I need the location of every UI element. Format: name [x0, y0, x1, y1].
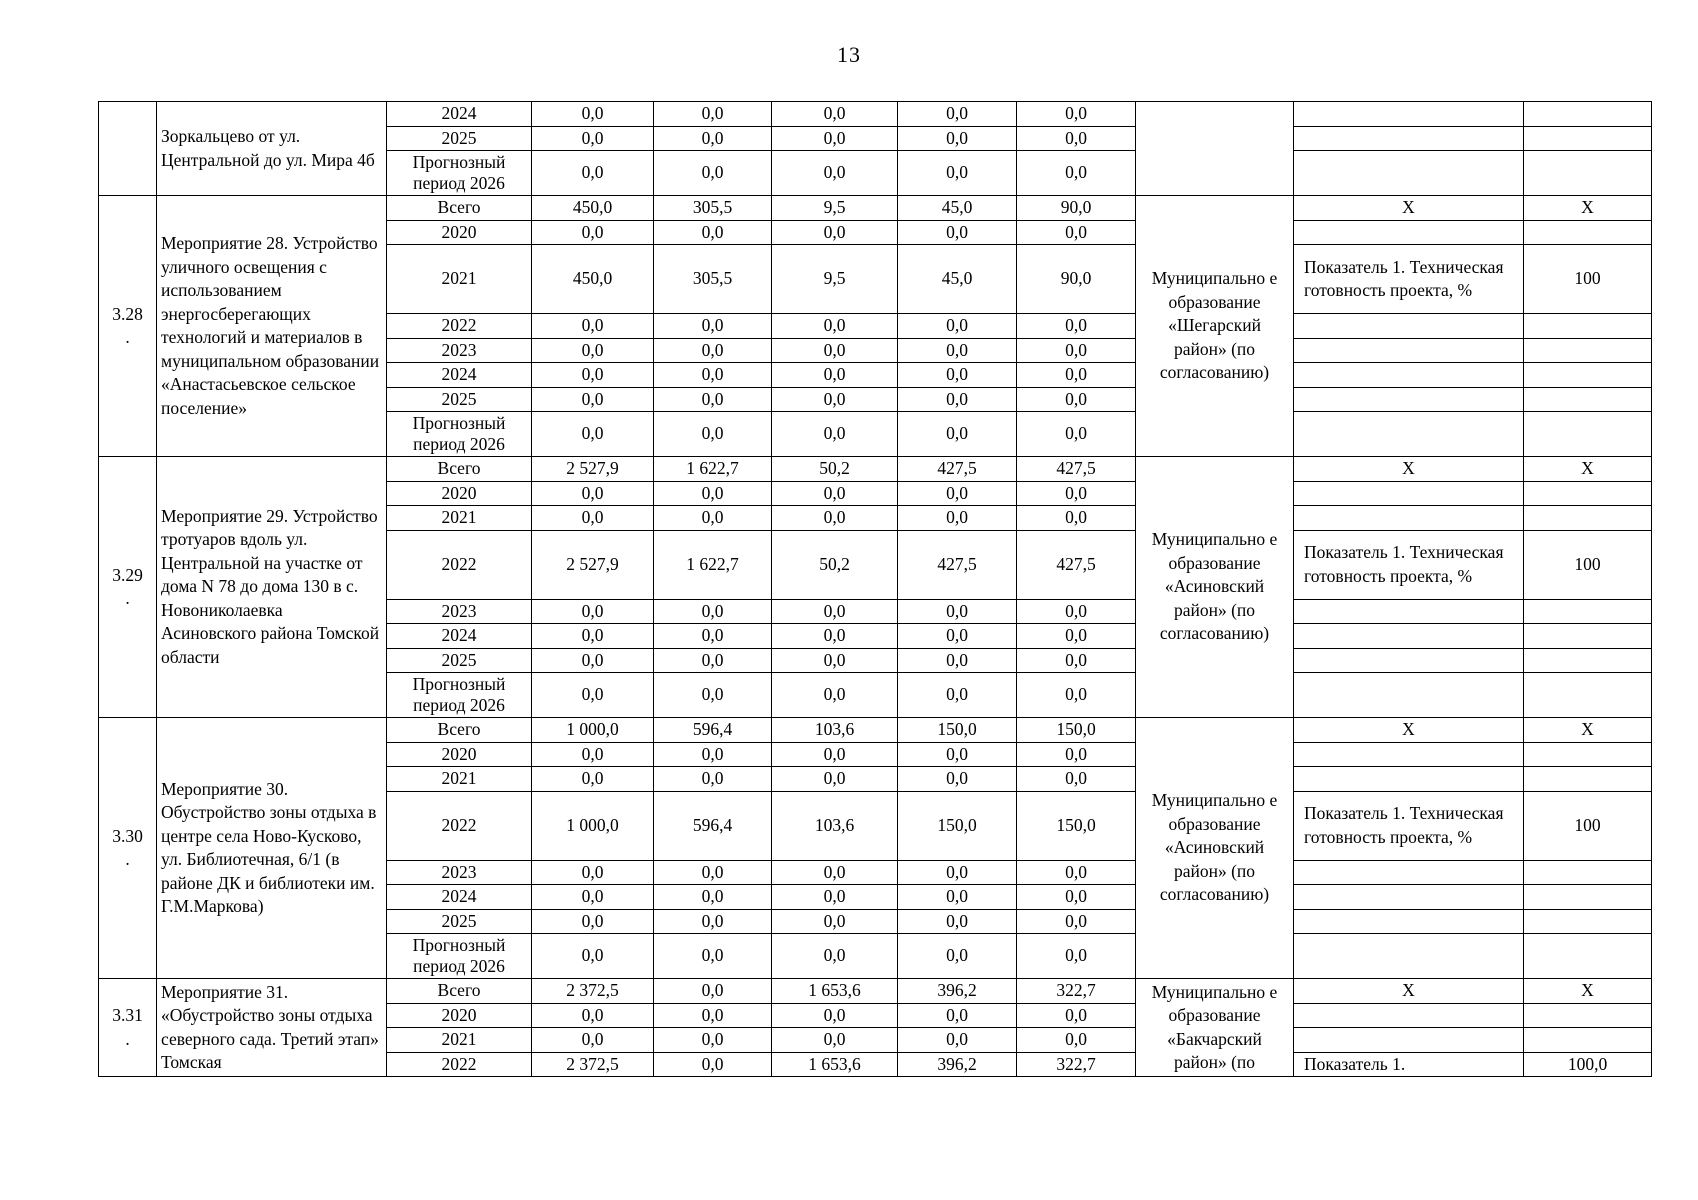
federal-value: 0,0	[654, 481, 772, 506]
local-value: 427,5	[898, 457, 1017, 482]
target-value-cell	[1524, 934, 1652, 979]
other-value: 150,0	[1017, 718, 1136, 743]
year-cell: 2025	[387, 909, 532, 934]
other-value: 0,0	[1017, 387, 1136, 412]
federal-value: 0,0	[654, 412, 772, 457]
total-value: 0,0	[532, 673, 654, 718]
item-name: Мероприятие 28. Устройство уличного освещения с использованием энергосберегающих технологий и материалов в муниципальном образовании «Анастасьевское сельское поселение»	[157, 196, 387, 457]
indicator-cell	[1294, 909, 1524, 934]
other-value: 427,5	[1017, 530, 1136, 599]
indicator-cell	[1294, 742, 1524, 767]
item-name: Мероприятие 30. Обустройство зоны отдыха в центре села Ново-Кусково, ул. Библиотечная, 6/1 (в районе ДК и библиотеки им. Г.М.Маркова)	[157, 718, 387, 979]
regional-value: 0,0	[772, 599, 898, 624]
target-value-cell	[1524, 506, 1652, 531]
total-value: 0,0	[532, 767, 654, 792]
year-cell: 2022	[387, 314, 532, 339]
indicator-cell	[1294, 673, 1524, 718]
other-value: 0,0	[1017, 314, 1136, 339]
indicator-cell	[1294, 934, 1524, 979]
federal-value: 0,0	[654, 885, 772, 910]
other-value: 90,0	[1017, 196, 1136, 221]
other-value: 0,0	[1017, 506, 1136, 531]
federal-value: 0,0	[654, 673, 772, 718]
local-value: 0,0	[898, 624, 1017, 649]
federal-value: 0,0	[654, 624, 772, 649]
executor-cell: Муниципально е образование «Бакчарский район» (по	[1136, 979, 1294, 1077]
target-value-cell	[1524, 387, 1652, 412]
other-value: 0,0	[1017, 624, 1136, 649]
total-value: 0,0	[532, 1003, 654, 1028]
indicator-cell	[1294, 1003, 1524, 1028]
local-value: 150,0	[898, 718, 1017, 743]
indicator-cell	[1294, 506, 1524, 531]
regional-value: 0,0	[772, 860, 898, 885]
executor-cell: Муниципально е образование «Асиновский район» (по согласованию)	[1136, 718, 1294, 979]
target-value-cell: 100	[1524, 791, 1652, 860]
other-value: 0,0	[1017, 885, 1136, 910]
federal-value: 0,0	[654, 742, 772, 767]
year-cell: 2025	[387, 126, 532, 151]
regional-value: 0,0	[772, 151, 898, 196]
executor-cell	[1136, 102, 1294, 196]
local-value: 0,0	[898, 1028, 1017, 1053]
local-value: 0,0	[898, 363, 1017, 388]
federal-value: 0,0	[654, 909, 772, 934]
federal-value: 0,0	[654, 599, 772, 624]
year-cell: 2024	[387, 363, 532, 388]
indicator-cell	[1294, 599, 1524, 624]
total-value: 0,0	[532, 624, 654, 649]
indicator-cell	[1294, 387, 1524, 412]
target-value-cell	[1524, 860, 1652, 885]
other-value: 0,0	[1017, 363, 1136, 388]
year-cell: 2021	[387, 506, 532, 531]
federal-value: 0,0	[654, 1003, 772, 1028]
total-value: 0,0	[532, 387, 654, 412]
local-value: 45,0	[898, 196, 1017, 221]
year-cell: 2023	[387, 599, 532, 624]
federal-value: 0,0	[654, 387, 772, 412]
federal-value: 0,0	[654, 1028, 772, 1053]
target-value-cell: Х	[1524, 457, 1652, 482]
target-value-cell	[1524, 1003, 1652, 1028]
indicator-cell	[1294, 314, 1524, 339]
total-value: 0,0	[532, 506, 654, 531]
regional-value: 0,0	[772, 338, 898, 363]
table-row	[99, 457, 1652, 482]
regional-value: 9,5	[772, 196, 898, 221]
table-body	[99, 102, 1652, 1077]
regional-value: 0,0	[772, 624, 898, 649]
federal-value: 0,0	[654, 314, 772, 339]
local-value: 0,0	[898, 151, 1017, 196]
total-value: 0,0	[532, 126, 654, 151]
target-value-cell: 100,0	[1524, 1052, 1652, 1077]
regional-value: 50,2	[772, 530, 898, 599]
other-value: 0,0	[1017, 126, 1136, 151]
target-value-cell	[1524, 363, 1652, 388]
regional-value: 103,6	[772, 718, 898, 743]
regional-value: 0,0	[772, 363, 898, 388]
indicator-cell	[1294, 860, 1524, 885]
indicator-cell: Показатель 1. Техническая готовность проекта, %	[1294, 791, 1524, 860]
indicator-cell	[1294, 481, 1524, 506]
year-cell: 2022	[387, 1052, 532, 1077]
regional-value: 0,0	[772, 767, 898, 792]
item-name: Мероприятие 29. Устройство тротуаров вдоль ул. Центральной на участке от дома N 78 до дома 130 в с. Новониколаевка Асиновского района Томской области	[157, 457, 387, 718]
federal-value: 0,0	[654, 363, 772, 388]
total-value: 0,0	[532, 885, 654, 910]
indicator-cell	[1294, 126, 1524, 151]
other-value: 0,0	[1017, 1003, 1136, 1028]
target-value-cell	[1524, 412, 1652, 457]
indicator-cell	[1294, 363, 1524, 388]
other-value: 427,5	[1017, 457, 1136, 482]
local-value: 0,0	[898, 220, 1017, 245]
local-value: 0,0	[898, 481, 1017, 506]
item-number-suffix: .	[125, 327, 130, 347]
total-value: 2 372,5	[532, 1052, 654, 1077]
indicator-cell	[1294, 412, 1524, 457]
item-number: 3.28	[112, 303, 143, 324]
local-value: 45,0	[898, 245, 1017, 314]
target-value-cell	[1524, 481, 1652, 506]
total-value: 450,0	[532, 196, 654, 221]
other-value: 0,0	[1017, 412, 1136, 457]
other-value: 322,7	[1017, 979, 1136, 1004]
local-value: 0,0	[898, 506, 1017, 531]
indicator-cell: Х	[1294, 718, 1524, 743]
other-value: 0,0	[1017, 338, 1136, 363]
item-number-cell	[99, 718, 157, 979]
indicator-cell	[1294, 220, 1524, 245]
total-value: 2 372,5	[532, 979, 654, 1004]
table-row	[99, 718, 1652, 743]
regional-value: 0,0	[772, 909, 898, 934]
regional-value: 0,0	[772, 1003, 898, 1028]
regional-value: 0,0	[772, 314, 898, 339]
local-value: 427,5	[898, 530, 1017, 599]
year-cell: 2023	[387, 338, 532, 363]
total-value: 1 000,0	[532, 718, 654, 743]
year-cell: 2020	[387, 220, 532, 245]
local-value: 0,0	[898, 909, 1017, 934]
local-value: 150,0	[898, 791, 1017, 860]
table-row	[99, 196, 1652, 221]
local-value: 0,0	[898, 673, 1017, 718]
regional-value: 0,0	[772, 126, 898, 151]
year-cell: Всего	[387, 718, 532, 743]
regional-value: 0,0	[772, 102, 898, 127]
federal-value: 0,0	[654, 126, 772, 151]
local-value: 0,0	[898, 412, 1017, 457]
regional-value: 0,0	[772, 412, 898, 457]
regional-value: 0,0	[772, 742, 898, 767]
target-value-cell: Х	[1524, 979, 1652, 1004]
target-value-cell	[1524, 599, 1652, 624]
other-value: 0,0	[1017, 1028, 1136, 1053]
year-cell: 2024	[387, 102, 532, 127]
year-cell: Всего	[387, 457, 532, 482]
regional-value: 0,0	[772, 885, 898, 910]
total-value: 0,0	[532, 102, 654, 127]
item-number-cell	[99, 196, 157, 457]
other-value: 0,0	[1017, 860, 1136, 885]
indicator-cell: Показатель 1. Техническая готовность проекта, %	[1294, 530, 1524, 599]
local-value: 0,0	[898, 767, 1017, 792]
year-cell: 2021	[387, 767, 532, 792]
regional-value: 0,0	[772, 220, 898, 245]
total-value: 0,0	[532, 648, 654, 673]
federal-value: 0,0	[654, 934, 772, 979]
indicator-cell	[1294, 648, 1524, 673]
local-value: 0,0	[898, 885, 1017, 910]
other-value: 0,0	[1017, 909, 1136, 934]
other-value: 0,0	[1017, 742, 1136, 767]
local-value: 0,0	[898, 126, 1017, 151]
total-value: 2 527,9	[532, 457, 654, 482]
other-value: 0,0	[1017, 599, 1136, 624]
federal-value: 1 622,7	[654, 457, 772, 482]
target-value-cell	[1524, 885, 1652, 910]
other-value: 0,0	[1017, 481, 1136, 506]
item-number-suffix: .	[125, 588, 130, 608]
regional-value: 9,5	[772, 245, 898, 314]
item-name: Мероприятие 31. «Обустройство зоны отдыха северного сада. Третий этап» Томская	[157, 979, 387, 1077]
other-value: 0,0	[1017, 220, 1136, 245]
year-cell: Прогнозный период 2026	[387, 673, 532, 718]
other-value: 0,0	[1017, 151, 1136, 196]
federal-value: 305,5	[654, 245, 772, 314]
total-value: 0,0	[532, 860, 654, 885]
regional-value: 1 653,6	[772, 979, 898, 1004]
target-value-cell	[1524, 220, 1652, 245]
local-value: 0,0	[898, 742, 1017, 767]
item-number: 3.30	[112, 825, 143, 846]
indicator-cell	[1294, 767, 1524, 792]
indicator-cell	[1294, 151, 1524, 196]
local-value: 0,0	[898, 338, 1017, 363]
target-value-cell: 100	[1524, 530, 1652, 599]
executor-cell: Муниципально е образование «Шегарский район» (по согласованию)	[1136, 196, 1294, 457]
indicator-cell	[1294, 102, 1524, 127]
regional-value: 0,0	[772, 481, 898, 506]
year-cell: 2022	[387, 791, 532, 860]
year-cell: 2020	[387, 742, 532, 767]
indicator-cell	[1294, 1028, 1524, 1053]
total-value: 0,0	[532, 934, 654, 979]
year-cell: Всего	[387, 196, 532, 221]
year-cell: 2020	[387, 1003, 532, 1028]
regional-value: 103,6	[772, 791, 898, 860]
indicator-cell: Х	[1294, 457, 1524, 482]
year-cell: 2023	[387, 860, 532, 885]
target-value-cell	[1524, 909, 1652, 934]
other-value: 0,0	[1017, 673, 1136, 718]
target-value-cell	[1524, 767, 1652, 792]
other-value: 0,0	[1017, 767, 1136, 792]
indicator-cell	[1294, 624, 1524, 649]
year-cell: 2021	[387, 1028, 532, 1053]
year-cell: 2022	[387, 530, 532, 599]
year-cell: Прогнозный период 2026	[387, 151, 532, 196]
regional-value: 0,0	[772, 648, 898, 673]
local-value: 0,0	[898, 1003, 1017, 1028]
federal-value: 0,0	[654, 648, 772, 673]
target-value-cell	[1524, 102, 1652, 127]
item-name: Зоркальцево от ул. Центральной до ул. Мира 4б	[157, 102, 387, 196]
federal-value: 0,0	[654, 338, 772, 363]
other-value: 0,0	[1017, 648, 1136, 673]
other-value: 322,7	[1017, 1052, 1136, 1077]
item-number-suffix: .	[125, 1028, 130, 1049]
total-value: 1 000,0	[532, 791, 654, 860]
federal-value: 596,4	[654, 718, 772, 743]
total-value: 0,0	[532, 338, 654, 363]
total-value: 0,0	[532, 314, 654, 339]
item-number: 3.29	[112, 564, 143, 585]
target-value-cell: Х	[1524, 718, 1652, 743]
executor-cell: Муниципально е образование «Асиновский район» (по согласованию)	[1136, 457, 1294, 718]
indicator-cell: Показатель 1. Техническая готовность проекта, %	[1294, 245, 1524, 314]
year-cell: 2025	[387, 387, 532, 412]
federal-value: 0,0	[654, 979, 772, 1004]
year-cell: 2024	[387, 885, 532, 910]
target-value-cell	[1524, 624, 1652, 649]
target-value-cell	[1524, 648, 1652, 673]
item-number-cell	[99, 979, 157, 1077]
total-value: 0,0	[532, 599, 654, 624]
page-number: 13	[837, 42, 861, 67]
target-value-cell	[1524, 338, 1652, 363]
target-value-cell	[1524, 151, 1652, 196]
total-value: 0,0	[532, 742, 654, 767]
federal-value: 0,0	[654, 220, 772, 245]
total-value: 0,0	[532, 1028, 654, 1053]
item-number-cell	[99, 102, 157, 196]
local-value: 0,0	[898, 860, 1017, 885]
federal-value: 0,0	[654, 102, 772, 127]
local-value: 396,2	[898, 1052, 1017, 1077]
other-value: 0,0	[1017, 102, 1136, 127]
indicator-cell	[1294, 338, 1524, 363]
indicator-cell	[1294, 885, 1524, 910]
regional-value: 0,0	[772, 1028, 898, 1053]
regional-value: 1 653,6	[772, 1052, 898, 1077]
total-value: 2 527,9	[532, 530, 654, 599]
local-value: 0,0	[898, 387, 1017, 412]
year-cell: 2020	[387, 481, 532, 506]
total-value: 0,0	[532, 481, 654, 506]
target-value-cell: 100	[1524, 245, 1652, 314]
regional-value: 0,0	[772, 506, 898, 531]
regional-value: 0,0	[772, 387, 898, 412]
item-number-suffix: .	[125, 849, 130, 869]
target-value-cell	[1524, 1028, 1652, 1053]
table-row	[99, 102, 1652, 127]
regional-value: 0,0	[772, 934, 898, 979]
local-value: 0,0	[898, 102, 1017, 127]
local-value: 0,0	[898, 599, 1017, 624]
program-table	[98, 101, 1652, 1077]
year-cell: Всего	[387, 979, 532, 1004]
total-value: 0,0	[532, 909, 654, 934]
total-value: 0,0	[532, 151, 654, 196]
item-number-cell	[99, 457, 157, 718]
year-cell: 2024	[387, 624, 532, 649]
other-value: 0,0	[1017, 934, 1136, 979]
indicator-cell: Х	[1294, 196, 1524, 221]
federal-value: 0,0	[654, 1052, 772, 1077]
total-value: 0,0	[532, 412, 654, 457]
federal-value: 1 622,7	[654, 530, 772, 599]
total-value: 450,0	[532, 245, 654, 314]
year-cell: Прогнозный период 2026	[387, 412, 532, 457]
federal-value: 0,0	[654, 860, 772, 885]
target-value-cell	[1524, 673, 1652, 718]
local-value: 396,2	[898, 979, 1017, 1004]
item-number: 3.31	[112, 1005, 143, 1025]
year-cell: 2021	[387, 245, 532, 314]
federal-value: 596,4	[654, 791, 772, 860]
total-value: 0,0	[532, 363, 654, 388]
table-row	[99, 979, 1652, 1004]
regional-value: 0,0	[772, 673, 898, 718]
regional-value: 50,2	[772, 457, 898, 482]
year-cell: 2025	[387, 648, 532, 673]
local-value: 0,0	[898, 934, 1017, 979]
target-value-cell	[1524, 314, 1652, 339]
federal-value: 0,0	[654, 767, 772, 792]
indicator-cell: Показатель 1.	[1294, 1052, 1524, 1077]
federal-value: 305,5	[654, 196, 772, 221]
other-value: 150,0	[1017, 791, 1136, 860]
total-value: 0,0	[532, 220, 654, 245]
target-value-cell	[1524, 742, 1652, 767]
federal-value: 0,0	[654, 506, 772, 531]
target-value-cell: Х	[1524, 196, 1652, 221]
target-value-cell	[1524, 126, 1652, 151]
indicator-cell: Х	[1294, 979, 1524, 1004]
local-value: 0,0	[898, 648, 1017, 673]
other-value: 90,0	[1017, 245, 1136, 314]
year-cell: Прогнозный период 2026	[387, 934, 532, 979]
local-value: 0,0	[898, 314, 1017, 339]
federal-value: 0,0	[654, 151, 772, 196]
